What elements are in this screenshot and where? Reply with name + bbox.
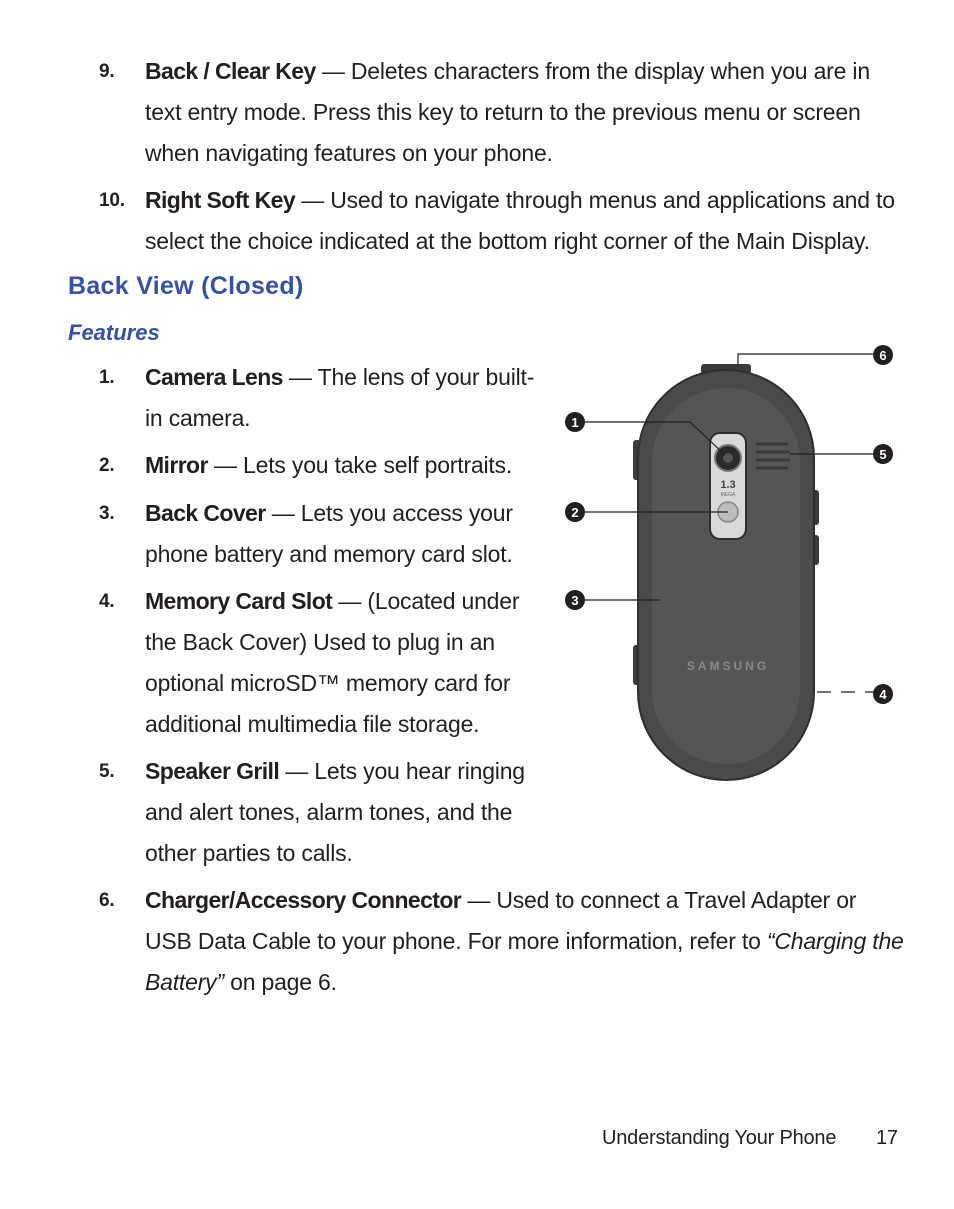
callout-2 [565,502,585,522]
item-description: — Lets you take self portraits. [207,452,513,478]
footer-page-number: 17 [876,1127,898,1149]
samsung-logo: SAMSUNG [686,659,770,673]
svg-text:1: 1 [571,415,579,430]
callout-6 [873,345,893,365]
item-label: Back / Clear Key [145,58,316,84]
item-number: 6. [99,890,115,911]
item-description: — Deletes characters from the display when you are in text entry mode. Press this key to return to the previous menu or screen when navigating features on your phone. [145,58,870,166]
phone-back-view-figure [555,340,900,785]
callout-1 [565,412,585,432]
item-description: — (Located under the Back Cover) Used to plug in an optional microSD™ memory card for additional multimedia file storage. [145,588,520,737]
item-number: 2. [99,455,115,476]
section-heading: Back View (Closed) [68,272,304,300]
item-label: Mirror [145,452,208,478]
subsection-heading: Features [68,320,160,345]
item-number: 10. [99,190,125,211]
item-number: 5. [99,761,115,782]
item-description: — The lens of your built-in camera. [145,364,535,431]
svg-text:4: 4 [879,687,887,702]
megapixel-unit: MEGA [720,492,736,498]
item-number: 3. [99,503,115,524]
svg-text:2: 2 [571,505,579,520]
item-label: Camera Lens [145,364,283,390]
item-description: — Used to navigate through menus and applications and to select the choice indicated at the bottom right corner of the Main Display. [145,187,895,254]
item-label: Back Cover [145,500,266,526]
callout-4 [873,684,893,704]
callout-5 [873,444,893,464]
footer-section-title: Understanding Your Phone [602,1127,837,1149]
megapixel-label: 1.3 [720,479,736,491]
item-description: — Lets you access your phone battery and memory card slot. [145,500,513,567]
item-number: 1. [99,367,115,388]
item-label: Right Soft Key [145,187,296,213]
callout-3 [565,590,585,610]
svg-text:6: 6 [879,348,887,363]
item-description-end: on page 6. [223,969,337,995]
item-label: Speaker Grill [145,758,280,784]
item-number: 9. [99,61,115,82]
cross-reference: “Charging the Battery” [145,928,904,995]
item-description: — Used to connect a Travel Adapter or USB Data Cable to your phone. For more information, refer to [145,887,857,954]
item-label: Memory Card Slot [145,588,333,614]
item-number: 4. [99,591,115,612]
item-description: — Lets you hear ringing and alert tones, alarm tones, and the other parties to calls. [145,758,525,866]
item-label: Charger/Accessory Connector [145,887,462,913]
svg-text:5: 5 [879,447,887,462]
svg-text:3: 3 [571,593,579,608]
